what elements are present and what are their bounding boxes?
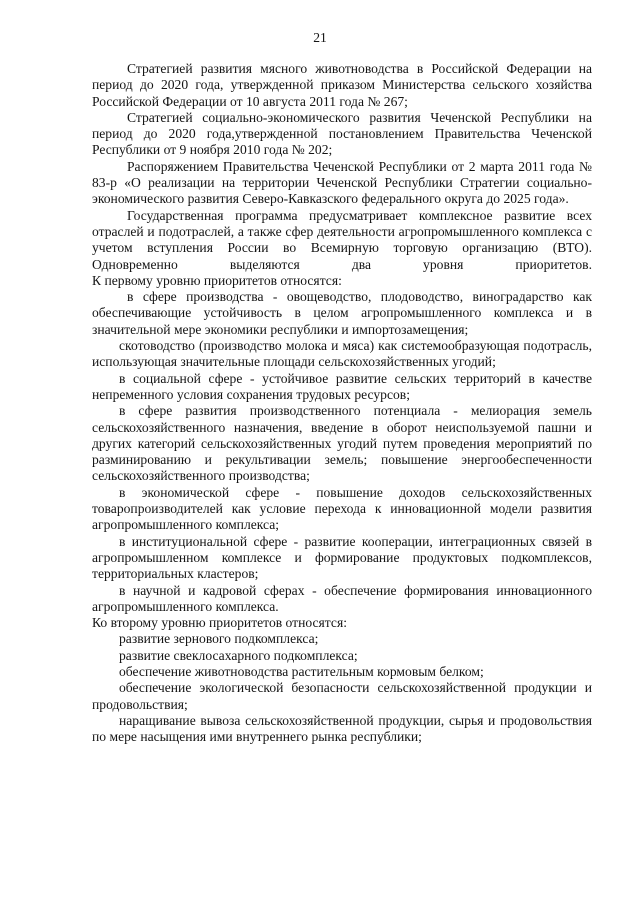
priority-ecological-safety: обеспечение экологической безопасности сельскохозяйственной продукции и продовольствия; <box>92 680 592 712</box>
priority-social: в социальной сфере - устойчивое развитие сельских территорий в качестве непременного условия сохранения трудовых ресурсов; <box>92 370 592 402</box>
priority-feed-protein: обеспечение животноводства растительным кормовым белком; <box>119 663 484 679</box>
heading-first-level-priorities: К первому уровню приоритетов относятся: <box>92 272 342 288</box>
priority-export-growth: наращивание вывоза сельскохозяйственной продукции, сырья и продовольствия по мере насыщения ими внутреннего рынка республики; <box>92 712 592 745</box>
priority-institutional: в институциональной сфере - развитие кооперации, интеграционных связей в агропромышленном комплексе и формирование продуктовых подкомплексов, территориальных кластеров; <box>92 533 592 582</box>
priority-sugar-beet: развитие свеклосахарного подкомплекса; <box>119 647 358 663</box>
paragraph-government-order: Распоряжением Правительства Чеченской Республики от 2 марта 2011 года № 83-р «О реализации на территории Чеченской Республики Стратегии социально-экономического развития Северо-Кавказского федерального округа до 2025 года». <box>92 158 592 207</box>
priority-science-personnel: в научной и кадровой сферах - обеспечение формирования инновационного агропромышленного комплекса. <box>92 582 592 614</box>
paragraph-strategy-socioeconomic: Стратегией социально-экономического развития Чеченской Республики на период до 2020 года,утвержденной постановлением Правительства Чеченской Республики от 9 ноября 2010 года № 202; <box>92 109 592 158</box>
heading-second-level-priorities: Ко второму уровню приоритетов относятся: <box>92 615 347 631</box>
paragraph-strategy-meat: Стратегией развития мясного животноводства в Российской Федерации на период до 2020 года, утвержденной приказом Министерства сельского хозяйства Российской Федерации от 10 августа 2011 года № 267; <box>92 61 592 109</box>
page-number: 21 <box>313 30 327 45</box>
priority-production: в сфере производства - овощеводство, плодоводство, виноградарство как обеспечивающие устойчивость в целом агропромышленного комплекса и в значительной мере экономики республики и импортозамещения; <box>92 289 592 337</box>
priority-production-potential: в сфере развития производственного потенциала - мелиорация земель сельскохозяйственного назначения, введение в оборот неиспользуемой пашни и других категорий сельскохозяйственных угодий путем проведения мероприятий по разминированию и рекультивации земель; повышение энергообеспеченности сельскохозяйственного производства; <box>92 403 592 484</box>
priority-economic: в экономической сфере - повышение доходов сельскохозяйственных товаропроизводителей как условие перехода к инновационной модели развития агропромышленного комплекса; <box>92 484 592 533</box>
body-text <box>92 61 592 745</box>
priority-cattle-breeding: скотоводство (производство молока и мяса) как системообразующая подотрасль, использующая значительные площади сельскохозяйственных угодий; <box>92 338 592 370</box>
paragraph-program-overview: Государственная программа предусматривает комплексное развитие всех отраслей и подотраслей, а также сфер деятельности агропромышленного комплекса с учетом вступления России во Всемирную торговую организацию (ВТО). Одновременно выделяются два уровня приоритетов. <box>92 207 592 272</box>
priority-grain: развитие зернового подкомплекса; <box>119 631 319 647</box>
